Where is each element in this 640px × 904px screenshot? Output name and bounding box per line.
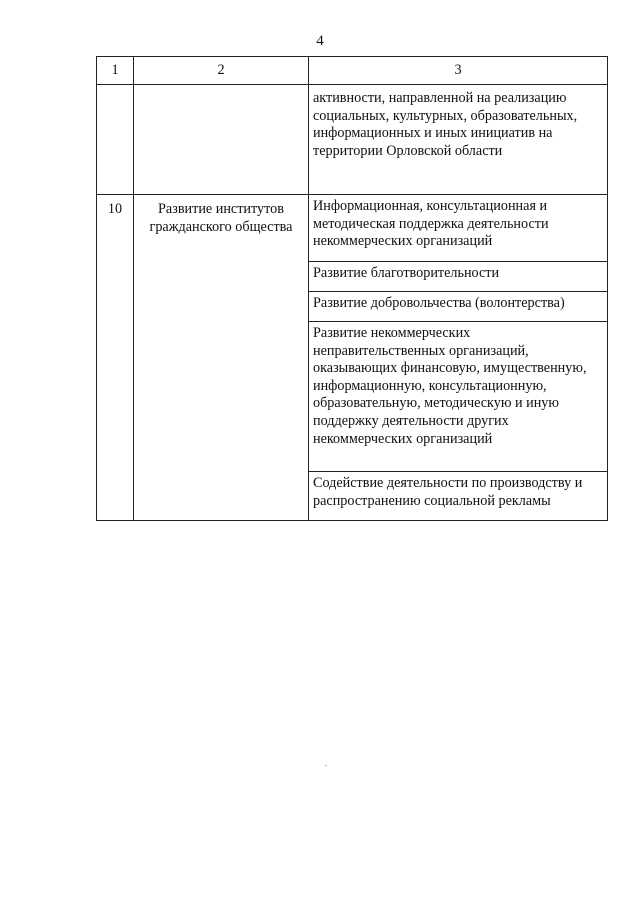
row-number: 10 [97, 195, 134, 521]
activities-table [96, 56, 608, 521]
header-col-2: 2 [134, 57, 309, 85]
scan-speck [325, 765, 327, 766]
continuation-cell-1 [97, 85, 134, 195]
activity-item-1: Информационная, консультационная и методическая поддержка деятельности некоммерческих организаций [309, 195, 608, 262]
table-row [97, 195, 608, 262]
activity-item-5: Содействие деятельности по производству и распространению социальной рекламы [309, 472, 608, 521]
continuation-text: активности, направленной на реализацию социальных, культурных, образовательных, информационных и иных инициатив на территории Орловской области [309, 85, 608, 195]
row-name: Развитие институтов гражданского общества [134, 195, 309, 521]
activity-item-4: Развитие некоммерческих неправительственных организаций, оказывающих финансовую, имущественную, информационную, консультационную, образовательную, методическую и иную поддержку деятельности других некоммерческих организаций [309, 322, 608, 472]
table-row-continuation [97, 85, 608, 195]
continuation-cell-2 [134, 85, 309, 195]
header-col-1: 1 [97, 57, 134, 85]
table-header-row [97, 57, 608, 85]
activity-item-3: Развитие добровольчества (волонтерства) [309, 292, 608, 322]
activity-item-2: Развитие благотворительности [309, 262, 608, 292]
header-col-3: 3 [309, 57, 608, 85]
page-number: 4 [316, 33, 324, 49]
